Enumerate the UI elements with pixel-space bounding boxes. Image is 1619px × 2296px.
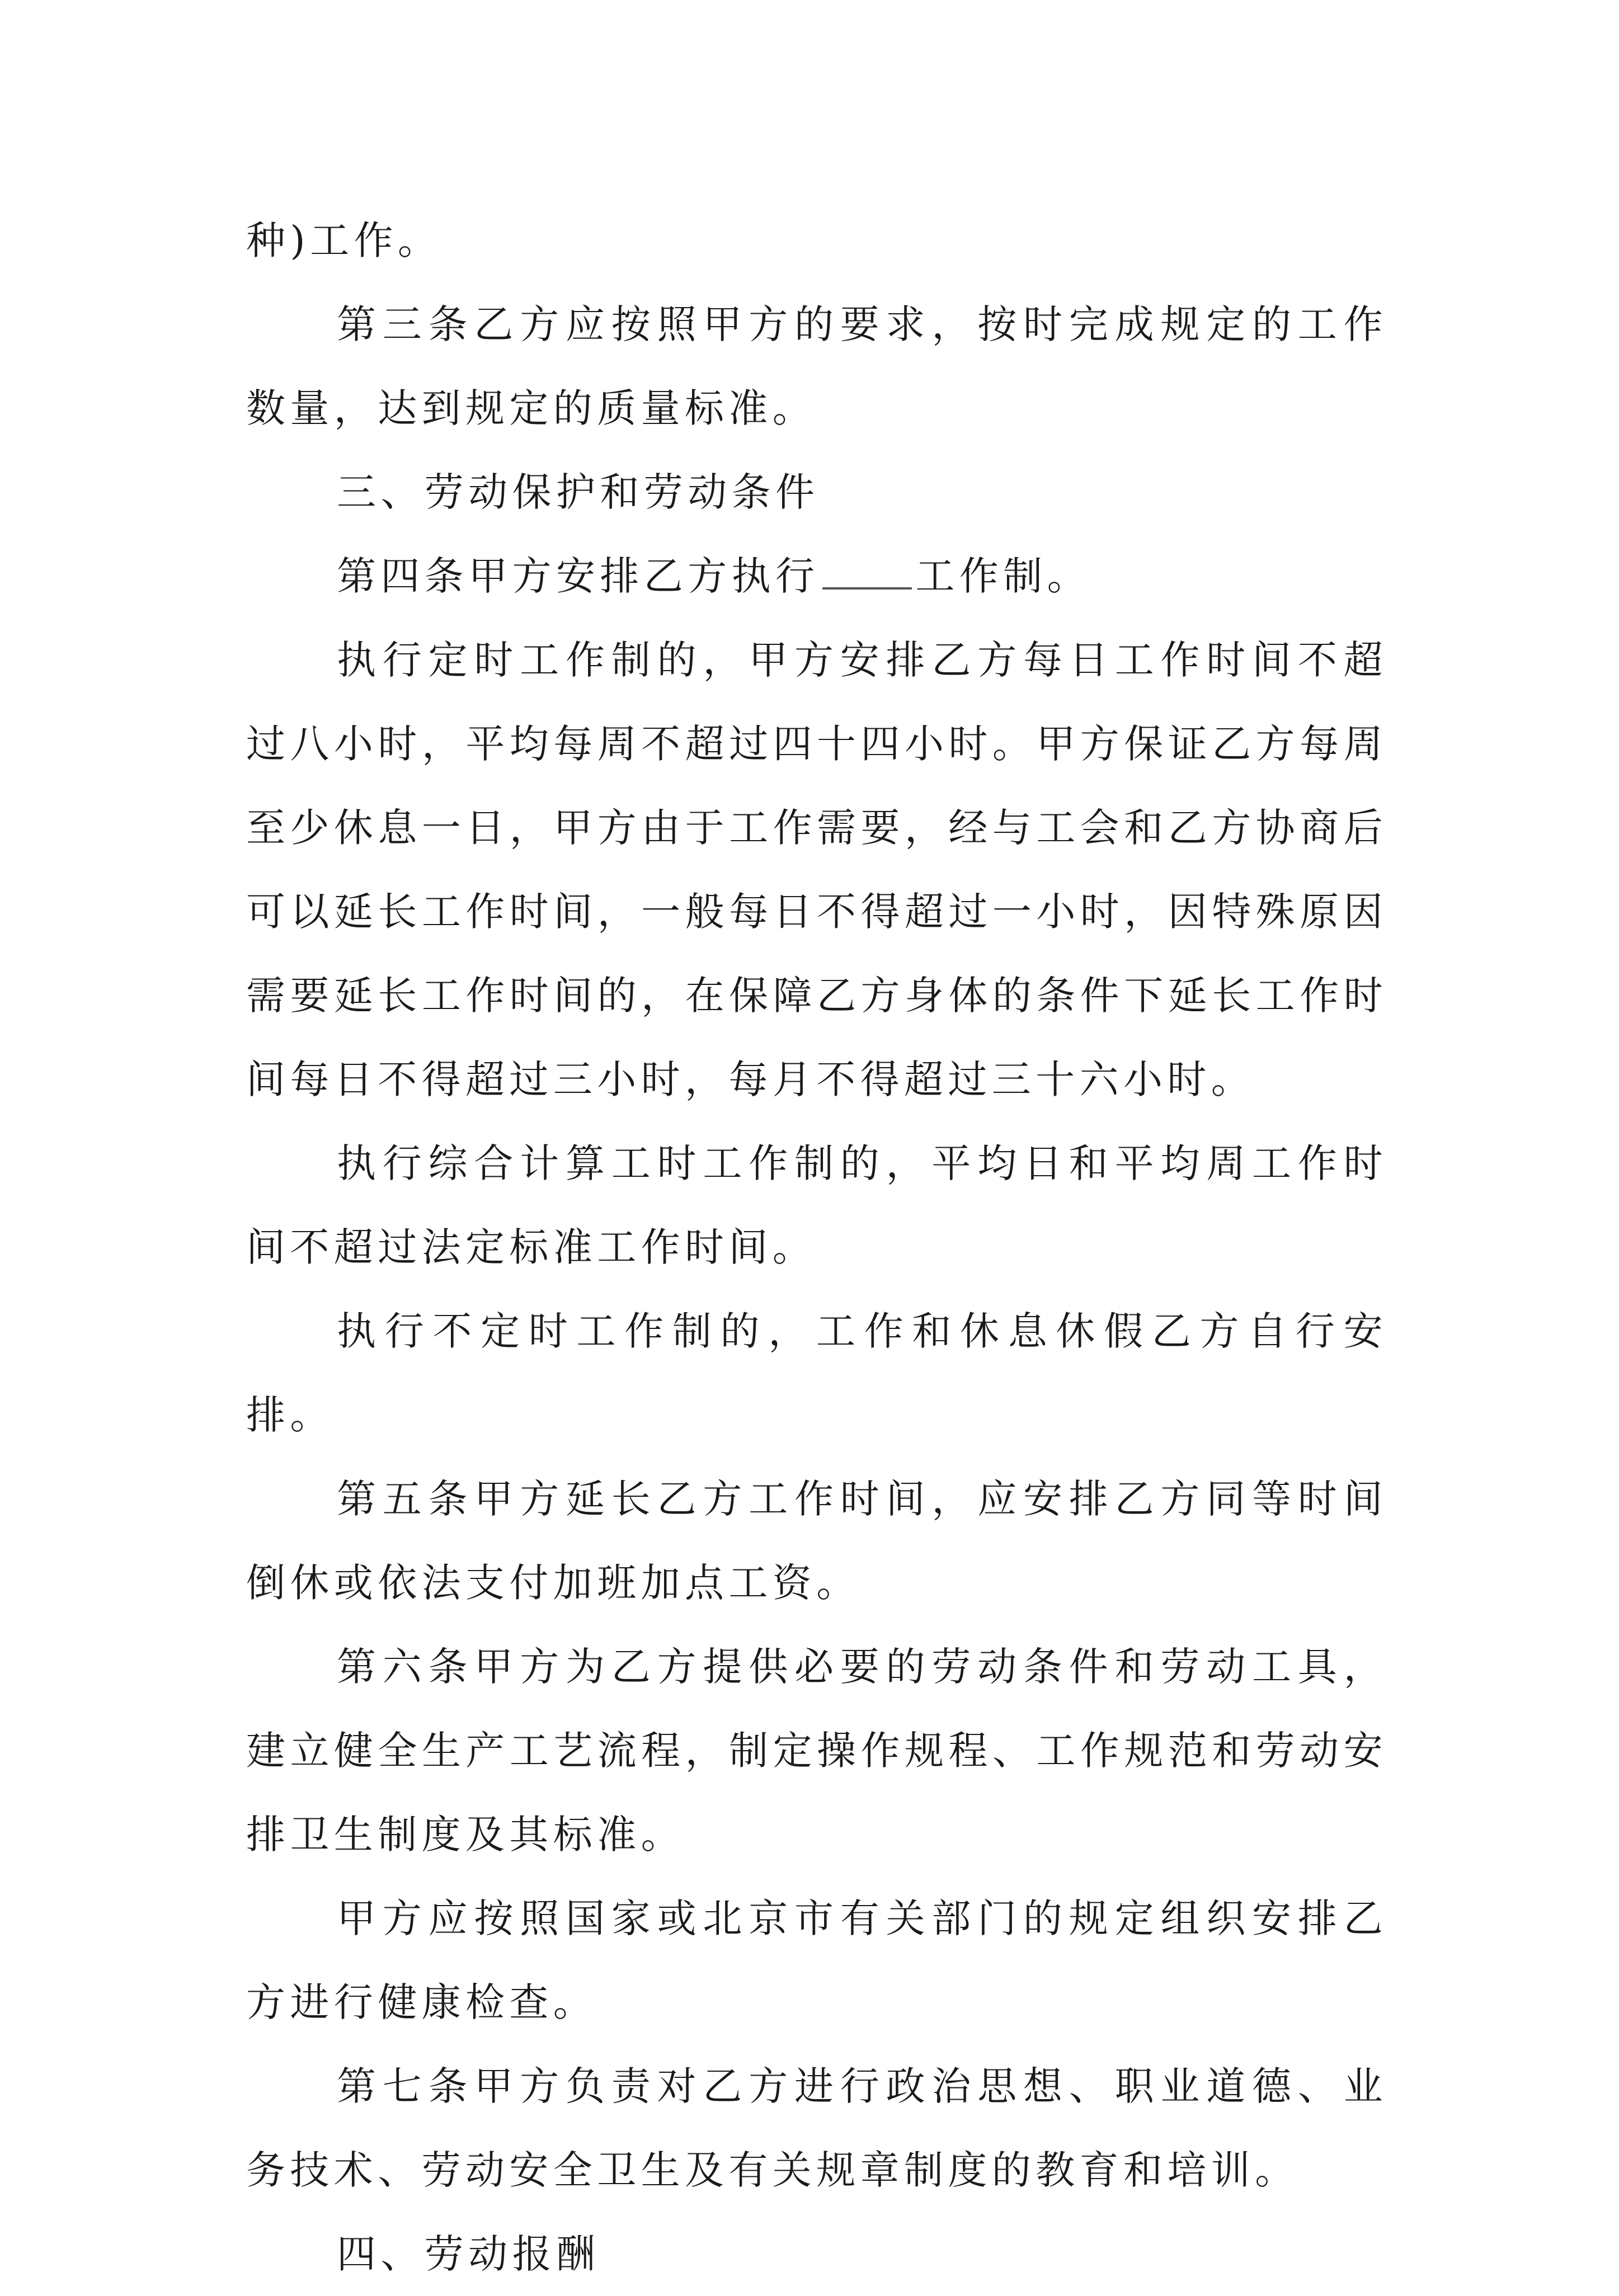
- paragraph-article-3: 第三条乙方应按照甲方的要求，按时完成规定的工作数量，达到规定的质量标准。: [246, 301, 1387, 431]
- paragraph-article-5: 第五条甲方延长乙方工作时间，应安排乙方同等时间倒休或依法支付加班加点工资。: [246, 1476, 1387, 1606]
- article-4-text-before: 第四条甲方安排乙方执行: [337, 553, 820, 599]
- paragraph-article-6: 第六条甲方为乙方提供必要的劳动条件和劳动工具，建立健全生产工艺流程，制定操作规程、工作规范和劳动安排卫生制度及其标准。: [246, 1644, 1387, 1857]
- paragraph-health-check: 甲方应按照国家或北京市有关部门的规定组织安排乙方进行健康检查。: [246, 1896, 1387, 2025]
- paragraph-flexible-hours: 执行不定时工作制的，工作和休息休假乙方自行安排。: [246, 1308, 1387, 1438]
- article-4-text-after: 工作制。: [915, 553, 1091, 599]
- section-heading-remuneration: 四、劳动报酬: [337, 2231, 600, 2277]
- paragraph-article-4: [246, 534, 1387, 618]
- paragraph-continuation: 种)工作。: [246, 218, 442, 263]
- paragraph-comprehensive-hours: 执行综合计算工时工作制的，平均日和平均周工作时间不超过法定标准工作时间。: [246, 1140, 1387, 1270]
- section-heading-labor-protection: 三、劳动保护和劳动条件: [337, 469, 820, 515]
- paragraph-standard-hours: 执行定时工作制的，甲方安排乙方每日工作时间不超过八小时，平均每周不超过四十四小时。甲方保证乙方每周至少休息一日，甲方由于工作需要，经与工会和乙方协商后可以延长工作时间，一般每日不得超过一小时，因特殊原因需要延长工作时间的，在保障乙方身体的条件下延长工作时间每日不得超过三小时，每月不得超过三十六小时。: [246, 637, 1387, 1102]
- contract-body: [246, 199, 1387, 2296]
- work-system-blank: [822, 554, 912, 590]
- paragraph-article-7: 第七条甲方负责对乙方进行政治思想、职业道德、业务技术、劳动安全卫生及有关规章制度的教育和培训。: [246, 2063, 1387, 2193]
